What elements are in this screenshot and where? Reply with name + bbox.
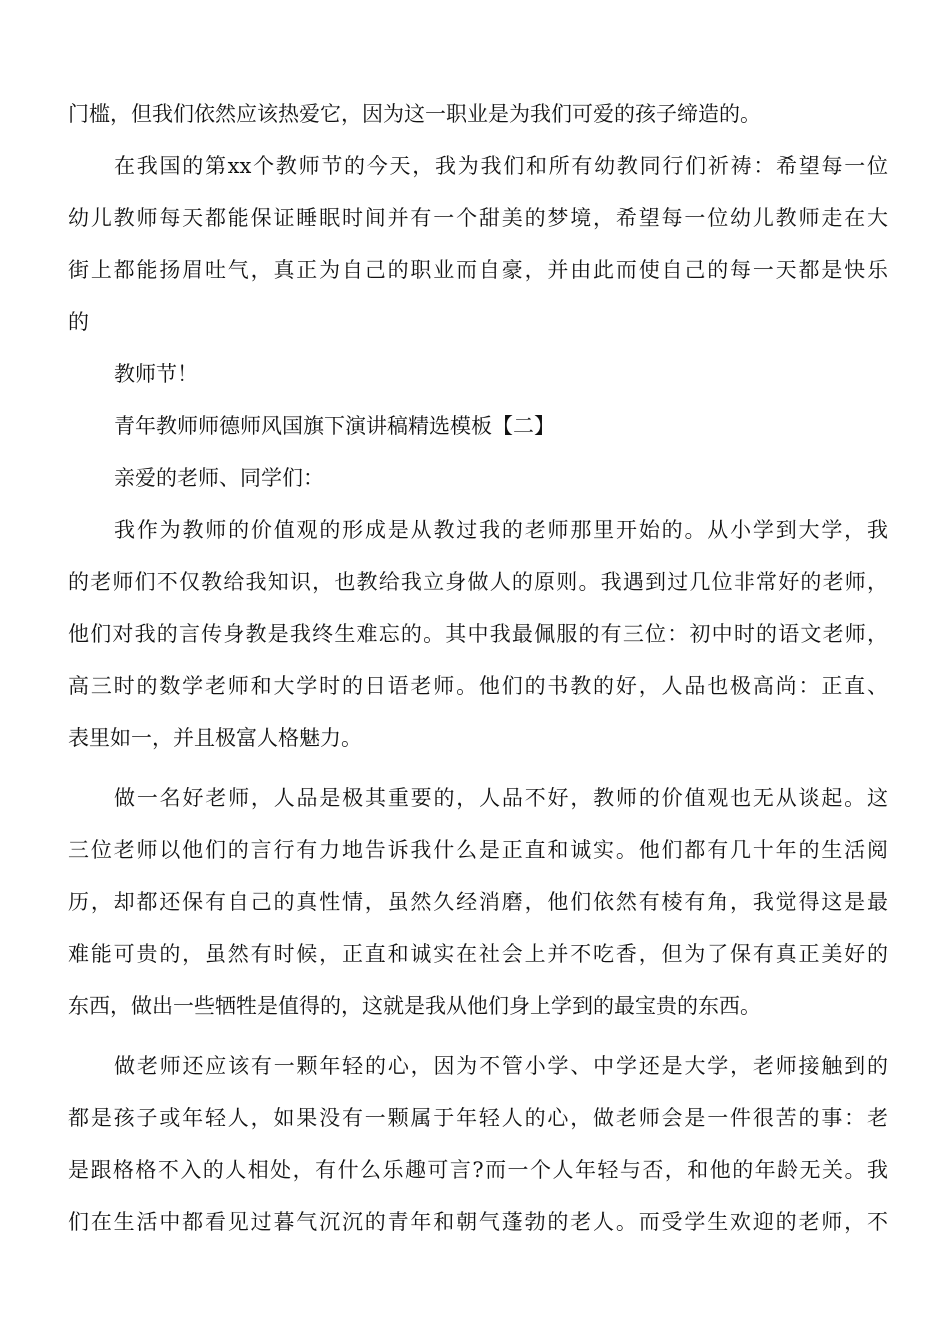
text-line: 做老师还应该有一颗年轻的心，因为不管小学、中学还是大学，老师接触到的: [114, 1054, 888, 1078]
text-line: 幼儿教师每天都能保证睡眠时间并有一个甜美的梦境，希望每一位幼儿教师走在大: [68, 206, 888, 230]
paragraph: [68, 140, 888, 348]
text-line: 的: [68, 310, 89, 334]
text-line: 教师节！: [114, 362, 198, 386]
text-line: 表里如一，并且极富人格魅力。: [68, 726, 362, 750]
text-line: 们在生活中都看见过暮气沉沉的青年和朝气蓬勃的老人。而受学生欢迎的老师，不: [68, 1210, 888, 1234]
text-line: 高三时的数学老师和大学时的日语老师。他们的书教的好，人品也极高尚：正直、: [68, 674, 888, 698]
text-line: 三位老师以他们的言行有力地告诉我什么是正直和诚实。他们都有几十年的生活阅: [68, 838, 888, 862]
text-line: 东西，做出一些牺牲是值得的，这就是我从他们身上学到的最宝贵的东西。: [68, 994, 761, 1018]
text-line: 他们对我的言传身教是我终生难忘的。其中我最佩服的有三位：初中时的语文老师，: [68, 622, 888, 646]
section-heading: [68, 400, 888, 452]
paragraph: [68, 772, 888, 1032]
paragraph: [68, 1040, 888, 1248]
text-line: 亲爱的老师、同学们：: [114, 466, 324, 490]
text-line: 都是孩子或年轻人，如果没有一颗属于年轻人的心，做老师会是一件很苦的事：老: [68, 1106, 888, 1130]
paragraph: [68, 504, 888, 764]
text-line: 难能可贵的，虽然有时候，正直和诚实在社会上并不吃香，但为了保有真正美好的: [68, 942, 888, 966]
salutation: [68, 452, 888, 504]
text-line: 做一名好老师，人品是极其重要的，人品不好，教师的价值观也无从谈起。这: [114, 786, 888, 810]
text-line: 我作为教师的价值观的形成是从教过我的老师那里开始的。从小学到大学，我: [114, 518, 888, 542]
document-page: [68, 88, 888, 1248]
paragraph: [68, 88, 888, 140]
text-line: 的老师们不仅教给我知识，也教给我立身做人的原则。我遇到过几位非常好的老师，: [68, 570, 888, 594]
heading-text: 青年教师师德师风国旗下演讲稿精选模板【二】: [114, 414, 555, 438]
text-line: 在我国的第xx个教师节的今天，我为我们和所有幼教同行们祈祷：希望每一位: [114, 154, 888, 178]
text-line: 是跟格格不入的人相处，有什么乐趣可言?而一个人年轻与否，和他的年龄无关。我: [68, 1158, 888, 1182]
text-line: 历，却都还保有自己的真性情，虽然久经消磨，他们依然有棱有角，我觉得这是最: [68, 890, 888, 914]
paragraph: [68, 348, 888, 400]
text-line: 街上都能扬眉吐气，真正为自己的职业而自豪，并由此而使自己的每一天都是快乐: [68, 258, 888, 282]
text-line: 门槛，但我们依然应该热爱它，因为这一职业是为我们可爱的孩子缔造的。: [68, 102, 761, 126]
